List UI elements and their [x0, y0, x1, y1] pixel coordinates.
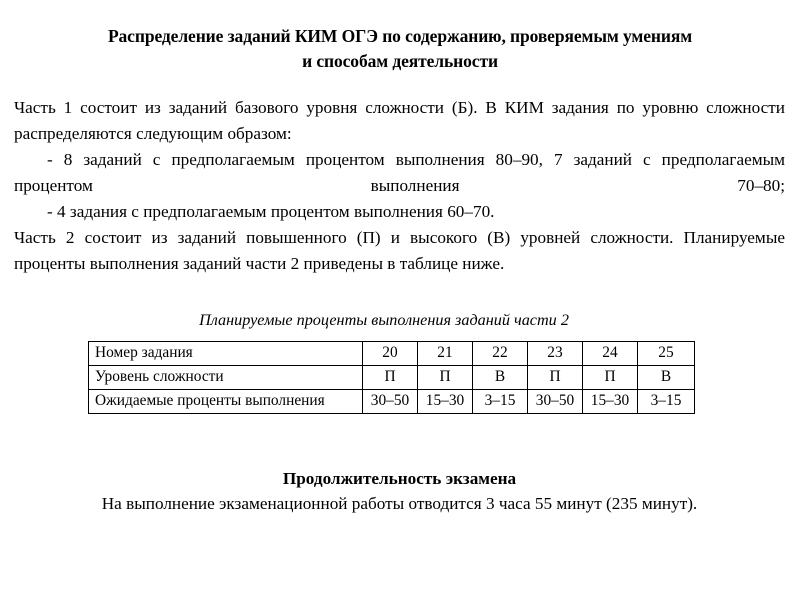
- table-row-label: Уровень сложности: [89, 366, 363, 390]
- table-cell: 3–15: [638, 390, 695, 414]
- table-cell: 20: [363, 342, 418, 366]
- percentages-table: [88, 341, 695, 414]
- percentages-table-container: [88, 341, 680, 414]
- table-row: [89, 342, 695, 366]
- paragraph-part1-intro: Часть 1 состоит из заданий базового уровня сложности (Б). В КИМ задания по уровню сложности распределяются следующим образом:: [14, 98, 785, 143]
- table-cell: В: [473, 366, 528, 390]
- table-cell: 3–15: [473, 390, 528, 414]
- page-title-line-1: Распределение заданий КИМ ОГЭ по содержанию, проверяемым умениям: [107, 26, 693, 46]
- paragraph-bullet-60-70: - 4 задания с предполагаемым процентом выполнения 60–70.: [47, 202, 495, 221]
- exam-duration-text: На выполнение экзаменационной работы отводится 3 часа 55 минут (235 минут).: [101, 494, 698, 513]
- exam-duration-section: [14, 466, 785, 516]
- page-title: [40, 24, 760, 74]
- table-cell: П: [418, 366, 473, 390]
- paragraph-bullet-80-90: - 8 заданий с предполагаемым процентом выполнения 80–90, 7 заданий с предполагаемым процентом выполнения 70–80;: [14, 150, 785, 195]
- table-cell: П: [363, 366, 418, 390]
- table-row-label: Номер задания: [89, 342, 363, 366]
- table-cell: В: [638, 366, 695, 390]
- exam-duration-heading: Продолжительность экзамена: [282, 469, 517, 488]
- table-cell: 30–50: [528, 390, 583, 414]
- table-row: [89, 366, 695, 390]
- table-caption: Планируемые проценты выполнения заданий части 2: [199, 311, 569, 329]
- paragraph-part2-intro: Часть 2 состоит из заданий повышенного (П) и высокого (В) уровней сложности. Планируемые проценты выполнения заданий части 2 приведены в таблице ниже.: [14, 228, 785, 273]
- table-cell: 22: [473, 342, 528, 366]
- table-row: [89, 390, 695, 414]
- table-cell: П: [583, 366, 638, 390]
- table-cell: 25: [638, 342, 695, 366]
- table-cell: 24: [583, 342, 638, 366]
- page-title-line-2: и способам деятельности: [302, 51, 498, 71]
- table-cell: 21: [418, 342, 473, 366]
- table-cell: 30–50: [363, 390, 418, 414]
- table-cell: 15–30: [583, 390, 638, 414]
- table-cell: П: [528, 366, 583, 390]
- table-cell: 15–30: [418, 390, 473, 414]
- table-row-label: Ожидаемые проценты выполнения: [89, 390, 363, 414]
- table-cell: 23: [528, 342, 583, 366]
- body-text-block: [14, 95, 785, 277]
